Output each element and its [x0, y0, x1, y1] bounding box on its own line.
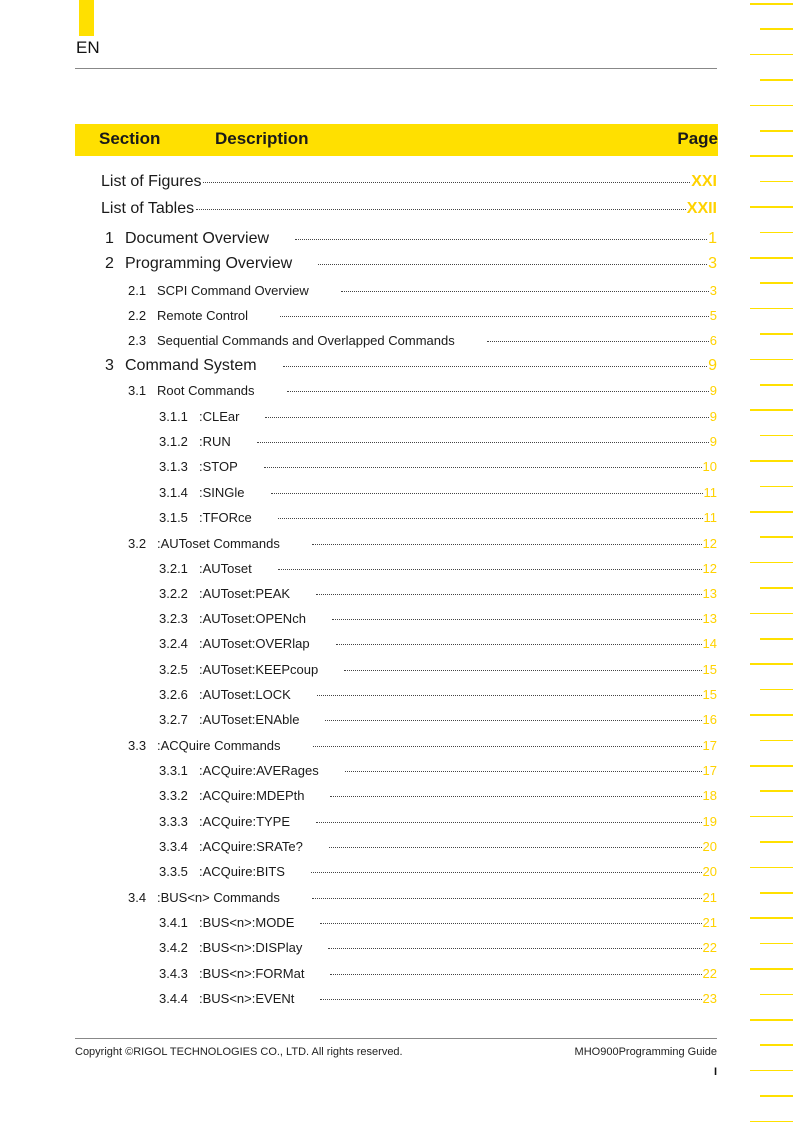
toc-entry-page: 11: [703, 510, 717, 525]
toc-entry-number: 2: [105, 255, 114, 272]
toc-entry[interactable]: [105, 357, 717, 375]
toc-entry-page: 13: [702, 586, 717, 601]
toc-entry[interactable]: [128, 333, 717, 348]
toc-entry-page: 14: [702, 636, 717, 651]
toc-entry[interactable]: [128, 383, 717, 398]
toc-entry[interactable]: [101, 200, 717, 218]
toc-entry-title: :ACQuire:SRATe?: [199, 839, 303, 854]
toc-entry-page: 12: [702, 561, 717, 576]
toc-entry-title: :AUToset:PEAK: [199, 586, 291, 601]
toc-entry-page: 10: [702, 459, 717, 474]
toc-entry-leader: [317, 695, 702, 696]
toc-entry-page: 15: [702, 687, 717, 702]
toc-entry-title: :ACQuire:TYPE: [199, 814, 291, 829]
toc-entry-leader: [278, 518, 703, 519]
toc-entry[interactable]: [128, 738, 717, 753]
toc-entry-number: 3.2.5: [159, 662, 188, 677]
toc-entry-leader: [316, 594, 701, 595]
toc-entry-number: 3.1.3: [159, 459, 188, 474]
toc-entry-title: Document Overview: [125, 230, 270, 247]
toc-entry-page: 1: [708, 230, 717, 247]
toc-entry-page: 9: [709, 434, 717, 449]
toc-entry-page: XXII: [686, 200, 717, 217]
toc-entry-number: 3.1.5: [159, 510, 188, 525]
toc-entry-title: :CLEar: [199, 409, 240, 424]
toc-entry-title: Root Commands: [157, 383, 255, 398]
toc-entry-leader: [311, 872, 702, 873]
toc-entry-title: :ACQuire:BITS: [199, 864, 285, 879]
toc-entry-page: 22: [702, 966, 717, 981]
toc-entry-number: 3.3.2: [159, 788, 188, 803]
toc-entry[interactable]: [159, 510, 717, 525]
toc-entry-leader: [329, 847, 702, 848]
toc-entry[interactable]: [159, 966, 717, 981]
toc-entry-page: 17: [702, 738, 717, 753]
toc-entry-title: :AUToset:KEEPcoup: [199, 662, 319, 677]
toc-entry[interactable]: [159, 561, 717, 576]
toc-entry-leader: [320, 999, 701, 1000]
toc-entry[interactable]: [128, 890, 717, 905]
toc-entry-number: 3.2.7: [159, 712, 188, 727]
toc-entry-leader: [287, 391, 709, 392]
toc-entry-number: 3.2.1: [159, 561, 188, 576]
toc-entry[interactable]: [105, 255, 717, 273]
toc-entry-leader: [325, 720, 701, 721]
toc-entry[interactable]: [159, 712, 717, 727]
toc-entry-number: 3.4.1: [159, 915, 188, 930]
toc-entry-page: 3: [708, 255, 717, 272]
toc-entry-leader: [313, 746, 702, 747]
toc-entry-number: 3.1.1: [159, 409, 188, 424]
toc-entry-number: 1: [105, 230, 114, 247]
toc-entry-title: :RUN: [199, 434, 231, 449]
toc-entry-leader: [271, 493, 703, 494]
toc-entry-title: :TFORce: [199, 510, 252, 525]
toc-entry-leader: [295, 239, 707, 240]
toc-entry[interactable]: [101, 173, 717, 191]
toc-entry-leader: [336, 644, 702, 645]
toc-entry-title: :AUToset:ENAble: [199, 712, 300, 727]
copyright-text: Copyright ©RIGOL TECHNOLOGIES CO., LTD. All rights reserved.: [75, 1046, 403, 1058]
toc-entry-title: :ACQuire:MDEPth: [199, 788, 305, 803]
toc-entry-page: XXI: [691, 173, 717, 190]
toc-entry-page: 21: [702, 890, 717, 905]
toc-entry[interactable]: [128, 536, 717, 551]
toc-entry-title: :AUToset: [199, 561, 252, 576]
toc-entry-leader: [316, 822, 702, 823]
toc-entry-title: :ACQuire:AVERages: [199, 763, 319, 778]
toc-entry-title: List of Tables: [101, 200, 195, 217]
toc-entry-number: 3.3.1: [159, 763, 188, 778]
toc-entry-title: :AUToset:OPENch: [199, 611, 306, 626]
toc-entry-leader: [312, 544, 702, 545]
toc-entry-page: 6: [709, 333, 717, 348]
toc-entry-title: :BUS<n>:MODE: [199, 915, 295, 930]
toc-entry-number: 3.1.4: [159, 485, 188, 500]
toc-entry-number: 2.2: [128, 308, 147, 323]
toc-entry-title: SCPI Command Overview: [157, 283, 309, 298]
toc-entry[interactable]: [159, 611, 717, 626]
footer-rule: [75, 1038, 717, 1039]
toc-entry[interactable]: [159, 485, 717, 500]
toc-entry[interactable]: [159, 991, 717, 1006]
toc-entry[interactable]: [159, 763, 717, 778]
toc-header-page: Page: [677, 129, 718, 148]
toc-entry-page: 23: [702, 991, 717, 1006]
toc-entry-number: 3.2.2: [159, 586, 188, 601]
toc-entry[interactable]: [128, 283, 717, 298]
toc-entry[interactable]: [159, 839, 717, 854]
toc-entry-number: 3.2.3: [159, 611, 188, 626]
toc-entry-leader: [341, 291, 709, 292]
toc-entry[interactable]: [159, 636, 717, 651]
toc-entry-page: 17: [702, 763, 717, 778]
toc-entry[interactable]: [159, 814, 717, 829]
toc-entry[interactable]: [159, 434, 717, 449]
toc-entry-page: 11: [703, 485, 717, 500]
toc-entry-page: 5: [709, 308, 717, 323]
toc-entry-title: :STOP: [199, 459, 238, 474]
toc-entry-leader: [487, 341, 709, 342]
toc-entry-leader: [330, 974, 701, 975]
toc-entry-number: 3.3.5: [159, 864, 188, 879]
toc-entry-title: :BUS<n>:DISPlay: [199, 940, 303, 955]
toc-entry-leader: [312, 898, 702, 899]
toc-entry-title: Remote Control: [157, 308, 249, 323]
toc-entry-number: 3.4.2: [159, 940, 188, 955]
toc-entry-leader: [330, 796, 701, 797]
toc-entry-page: 21: [702, 915, 717, 930]
toc-entry-number: 3.1: [128, 383, 147, 398]
toc-entry-leader: [264, 467, 702, 468]
toc-entry-title: :BUS<n>:FORMat: [199, 966, 305, 981]
toc-entry-number: 3: [105, 357, 114, 374]
toc-entry-leader: [332, 619, 702, 620]
toc-entry-leader: [318, 264, 707, 265]
toc-entry[interactable]: [159, 662, 717, 677]
toc-entry-page: 3: [709, 283, 717, 298]
toc-entry-leader: [344, 670, 701, 671]
toc-entry-number: 3.3: [128, 738, 147, 753]
toc-entry-number: 3.2.4: [159, 636, 188, 651]
toc-entry[interactable]: [159, 586, 717, 601]
toc-entry[interactable]: [159, 788, 717, 803]
toc-entry-number: 3.3.4: [159, 839, 188, 854]
toc-entry-page: 15: [702, 662, 717, 677]
toc-entry-number: 2.3: [128, 333, 147, 348]
toc-entry[interactable]: [128, 308, 717, 323]
toc-entry-page: 9: [709, 409, 717, 424]
toc-entry-number: 3.4: [128, 890, 147, 905]
toc-entry-number: 3.4.4: [159, 991, 188, 1006]
toc-header-section: Section: [99, 129, 161, 148]
page-number: I: [713, 1066, 717, 1078]
toc-entry-leader: [328, 948, 701, 949]
toc-entry-leader: [280, 316, 709, 317]
toc-entry-page: 12: [702, 536, 717, 551]
toc-entry-title: Command System: [125, 357, 257, 374]
toc-entry-leader: [278, 569, 702, 570]
toc-entry-page: 20: [702, 839, 717, 854]
toc-entry-leader: [203, 182, 690, 183]
toc-entry-page: 13: [702, 611, 717, 626]
toc-entry-title: :AUToset:LOCK: [199, 687, 291, 702]
toc-header-description: Description: [215, 129, 309, 148]
toc-entry[interactable]: [159, 687, 717, 702]
toc-entry[interactable]: [159, 459, 717, 474]
toc-entry-title: :AUToset:OVERlap: [199, 636, 310, 651]
toc-entry[interactable]: [159, 915, 717, 930]
toc-entry-leader: [257, 442, 709, 443]
toc-entry-title: :BUS<n> Commands: [157, 890, 280, 905]
toc-entry-title: :ACQuire Commands: [157, 738, 281, 753]
toc-entry[interactable]: [159, 409, 717, 424]
toc-entry-number: 3.3.3: [159, 814, 188, 829]
toc-entry-number: 2.1: [128, 283, 147, 298]
toc-entry-page: 16: [702, 712, 717, 727]
toc-entry-page: 20: [702, 864, 717, 879]
language-label: EN: [76, 38, 100, 57]
toc-entry-page: 18: [702, 788, 717, 803]
toc-entry-title: :AUToset Commands: [157, 536, 280, 551]
toc-entry-number: 3.2.6: [159, 687, 188, 702]
toc-entry-title: :BUS<n>:EVENt: [199, 991, 295, 1006]
toc-entry-leader: [345, 771, 702, 772]
toc-entry-title: :SINGle: [199, 485, 245, 500]
toc-entry-title: List of Figures: [101, 173, 202, 190]
toc-entry-leader: [283, 366, 708, 367]
toc-entry-page: 19: [702, 814, 717, 829]
toc-entry[interactable]: [105, 230, 717, 248]
toc-entry-leader: [265, 417, 708, 418]
toc-entry[interactable]: [159, 864, 717, 879]
toc-entry-page: 9: [708, 357, 717, 374]
toc-entry[interactable]: [159, 940, 717, 955]
toc-entry-page: 9: [709, 383, 717, 398]
toc-entry-number: 3.1.2: [159, 434, 188, 449]
toc-entry-title: Sequential Commands and Overlapped Commands: [157, 333, 455, 348]
toc-entry-leader: [320, 923, 701, 924]
toc-entry-leader: [196, 209, 686, 210]
toc-entry-number: 3.2: [128, 536, 147, 551]
guide-title: MHO900Programming Guide: [574, 1046, 717, 1058]
toc-entry-title: Programming Overview: [125, 255, 293, 272]
toc-entry-page: 22: [702, 940, 717, 955]
toc-entry-number: 3.4.3: [159, 966, 188, 981]
